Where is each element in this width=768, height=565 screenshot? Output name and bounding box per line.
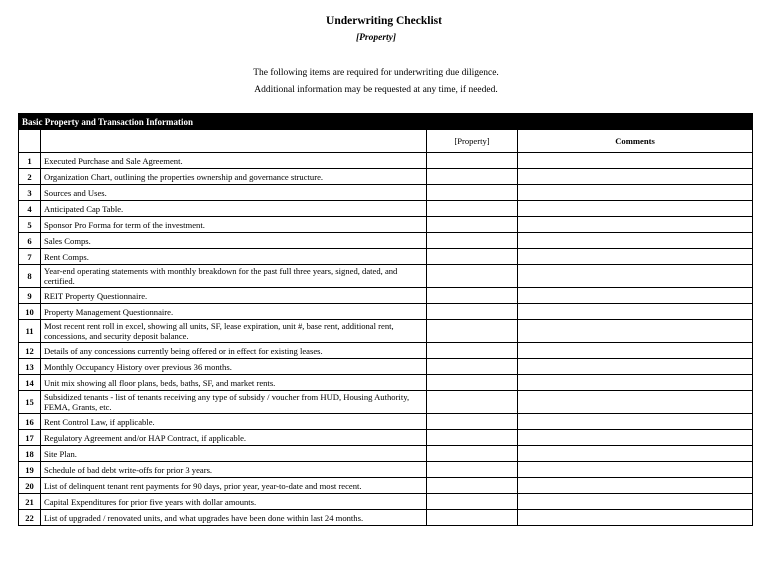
row-property-cell[interactable] — [427, 304, 518, 320]
intro-text-line-2: Additional information may be requested at any time, if needed. — [254, 85, 498, 95]
row-comments-cell[interactable] — [518, 343, 753, 359]
section-header-row — [19, 114, 753, 130]
row-property-cell[interactable] — [427, 169, 518, 185]
table-row — [19, 217, 753, 233]
row-description: List of upgraded / renovated units, and what upgrades have been done within last 24 months. — [41, 510, 427, 526]
row-description: Property Management Questionnaire. — [41, 304, 427, 320]
row-comments-cell[interactable] — [518, 233, 753, 249]
page-title: Underwriting Checklist — [326, 15, 442, 27]
row-property-cell[interactable] — [427, 510, 518, 526]
row-comments-cell[interactable] — [518, 153, 753, 169]
row-number: 13 — [19, 359, 41, 375]
row-comments-cell[interactable] — [518, 320, 753, 343]
row-property-cell[interactable] — [427, 233, 518, 249]
row-comments-cell[interactable] — [518, 265, 753, 288]
row-comments-cell[interactable] — [518, 201, 753, 217]
row-description: List of delinquent tenant rent payments for 90 days, prior year, year-to-date and most recent. — [41, 478, 427, 494]
row-number: 7 — [19, 249, 41, 265]
row-comments-cell[interactable] — [518, 359, 753, 375]
row-property-cell[interactable] — [427, 153, 518, 169]
row-description: Anticipated Cap Table. — [41, 201, 427, 217]
row-property-cell[interactable] — [427, 249, 518, 265]
row-description: Monthly Occupancy History over previous 36 months. — [41, 359, 427, 375]
table-row — [19, 185, 753, 201]
row-comments-cell[interactable] — [518, 510, 753, 526]
row-number: 5 — [19, 217, 41, 233]
row-property-cell[interactable] — [427, 494, 518, 510]
row-comments-cell[interactable] — [518, 288, 753, 304]
row-number: 18 — [19, 446, 41, 462]
row-number: 2 — [19, 169, 41, 185]
row-number: 20 — [19, 478, 41, 494]
row-comments-cell[interactable] — [518, 249, 753, 265]
table-row — [19, 494, 753, 510]
row-comments-cell[interactable] — [518, 494, 753, 510]
table-row — [19, 320, 753, 343]
row-description: REIT Property Questionnaire. — [41, 288, 427, 304]
row-property-cell[interactable] — [427, 217, 518, 233]
row-comments-cell[interactable] — [518, 462, 753, 478]
row-number: 4 — [19, 201, 41, 217]
section-title: Basic Property and Transaction Information — [19, 114, 753, 130]
row-number: 8 — [19, 265, 41, 288]
row-property-cell[interactable] — [427, 462, 518, 478]
row-number: 9 — [19, 288, 41, 304]
table-row — [19, 478, 753, 494]
row-comments-cell[interactable] — [518, 430, 753, 446]
table-row — [19, 391, 753, 414]
row-number: 1 — [19, 153, 41, 169]
row-description: Most recent rent roll in excel, showing all units, SF, lease expiration, unit #, base rent, additional rent, concessions, and security deposit balance. — [41, 320, 427, 343]
table-row — [19, 201, 753, 217]
row-description: Executed Purchase and Sale Agreement. — [41, 153, 427, 169]
row-property-cell[interactable] — [427, 201, 518, 217]
table-row — [19, 304, 753, 320]
page-subtitle: [Property] — [355, 33, 397, 43]
row-number: 16 — [19, 414, 41, 430]
row-comments-cell[interactable] — [518, 185, 753, 201]
row-property-cell[interactable] — [427, 414, 518, 430]
row-number: 3 — [19, 185, 41, 201]
row-description: Unit mix showing all floor plans, beds, baths, SF, and market rents. — [41, 375, 427, 391]
row-property-cell[interactable] — [427, 185, 518, 201]
row-description: Regulatory Agreement and/or HAP Contract, if applicable. — [41, 430, 427, 446]
row-description: Subsidized tenants - list of tenants receiving any type of subsidy / voucher from HUD, Housing Authority, FEMA, Grants, etc. — [41, 391, 427, 414]
row-description: Sales Comps. — [41, 233, 427, 249]
row-property-cell[interactable] — [427, 359, 518, 375]
row-number: 12 — [19, 343, 41, 359]
row-number: 15 — [19, 391, 41, 414]
row-property-cell[interactable] — [427, 430, 518, 446]
row-property-cell[interactable] — [427, 288, 518, 304]
row-description: Year-end operating statements with monthly breakdown for the past full three years, signed, dated, and certified. — [41, 265, 427, 288]
row-number: 22 — [19, 510, 41, 526]
table-row — [19, 510, 753, 526]
row-number: 19 — [19, 462, 41, 478]
row-comments-cell[interactable] — [518, 391, 753, 414]
header-comments: Comments — [518, 130, 753, 153]
column-header-row — [19, 130, 753, 153]
table-row — [19, 414, 753, 430]
row-description: Rent Comps. — [41, 249, 427, 265]
row-number: 6 — [19, 233, 41, 249]
row-number: 10 — [19, 304, 41, 320]
table-row — [19, 233, 753, 249]
row-number: 17 — [19, 430, 41, 446]
table-row — [19, 169, 753, 185]
row-comments-cell[interactable] — [518, 478, 753, 494]
row-comments-cell[interactable] — [518, 414, 753, 430]
row-comments-cell[interactable] — [518, 304, 753, 320]
row-description: Details of any concessions currently being offered or in effect for existing leases. — [41, 343, 427, 359]
table-row — [19, 359, 753, 375]
row-property-cell[interactable] — [427, 391, 518, 414]
row-description: Rent Control Law, if applicable. — [41, 414, 427, 430]
row-property-cell[interactable] — [427, 343, 518, 359]
row-property-cell[interactable] — [427, 375, 518, 391]
table-row — [19, 430, 753, 446]
table-row — [19, 249, 753, 265]
checklist-table — [18, 113, 753, 526]
header-number-cell — [19, 130, 41, 153]
row-property-cell[interactable] — [427, 478, 518, 494]
table-row — [19, 265, 753, 288]
row-description: Schedule of bad debt write-offs for prior 3 years. — [41, 462, 427, 478]
row-description: Sources and Uses. — [41, 185, 427, 201]
header-property: [Property] — [427, 130, 518, 153]
row-property-cell[interactable] — [427, 320, 518, 343]
row-description: Organization Chart, outlining the properties ownership and governance structure. — [41, 169, 427, 185]
row-property-cell[interactable] — [427, 446, 518, 462]
table-row — [19, 446, 753, 462]
row-number: 14 — [19, 375, 41, 391]
row-comments-cell[interactable] — [518, 217, 753, 233]
table-row — [19, 153, 753, 169]
row-number: 21 — [19, 494, 41, 510]
table-row — [19, 462, 753, 478]
row-description: Sponsor Pro Forma for term of the investment. — [41, 217, 427, 233]
row-property-cell[interactable] — [427, 265, 518, 288]
row-comments-cell[interactable] — [518, 446, 753, 462]
row-comments-cell[interactable] — [518, 375, 753, 391]
header-item-cell — [41, 130, 427, 153]
row-comments-cell[interactable] — [518, 169, 753, 185]
intro-text-line-1: The following items are required for underwriting due diligence. — [253, 68, 499, 78]
row-description: Site Plan. — [41, 446, 427, 462]
table-row — [19, 288, 753, 304]
table-row — [19, 375, 753, 391]
row-number: 11 — [19, 320, 41, 343]
table-row — [19, 343, 753, 359]
row-description: Capital Expenditures for prior five years with dollar amounts. — [41, 494, 427, 510]
